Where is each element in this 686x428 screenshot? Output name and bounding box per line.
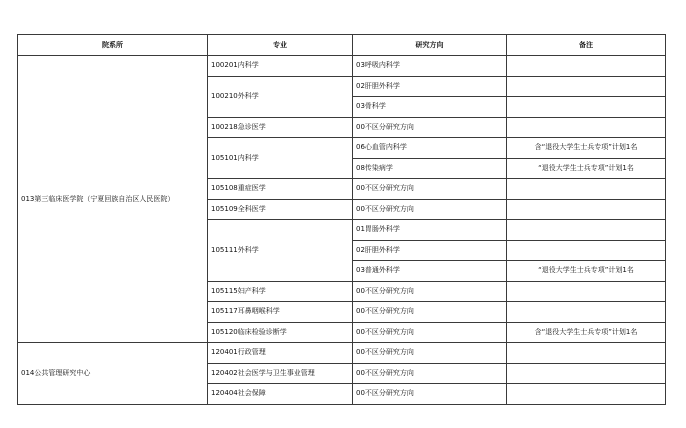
department-cell: 014公共管理研究中心 <box>18 343 208 405</box>
note-cell <box>507 76 666 97</box>
major-cell: 105109全科医学 <box>208 199 353 220</box>
header-note: 备注 <box>507 35 666 56</box>
header-department: 院系所 <box>18 35 208 56</box>
header-direction: 研究方向 <box>353 35 507 56</box>
major-cell: 120401行政管理 <box>208 343 353 364</box>
note-cell <box>507 56 666 77</box>
note-cell <box>507 240 666 261</box>
note-cell <box>507 117 666 138</box>
note-cell <box>507 384 666 405</box>
table-body <box>18 56 666 405</box>
major-cell: 120404社会保障 <box>208 384 353 405</box>
major-cell: 120402社会医学与卫生事业管理 <box>208 363 353 384</box>
direction-cell: 00不区分研究方向 <box>353 384 507 405</box>
direction-cell: 03呼吸内科学 <box>353 56 507 77</box>
major-cell: 105108重症医学 <box>208 179 353 200</box>
program-table <box>17 34 666 405</box>
major-cell: 105111外科学 <box>208 220 353 282</box>
direction-cell: 01胃肠外科学 <box>353 220 507 241</box>
direction-cell: 00不区分研究方向 <box>353 179 507 200</box>
direction-cell: 06心血管内科学 <box>353 138 507 159</box>
direction-cell: 03骨科学 <box>353 97 507 118</box>
major-cell: 105120临床检验诊断学 <box>208 322 353 343</box>
direction-cell: 00不区分研究方向 <box>353 322 507 343</box>
note-cell <box>507 97 666 118</box>
note-cell: “退役大学生士兵专项”计划1名 <box>507 261 666 282</box>
direction-cell: 08传染病学 <box>353 158 507 179</box>
direction-cell: 00不区分研究方向 <box>353 363 507 384</box>
major-cell: 105117耳鼻咽喉科学 <box>208 302 353 323</box>
note-cell <box>507 363 666 384</box>
direction-cell: 02肝胆外科学 <box>353 240 507 261</box>
header-row <box>18 35 666 56</box>
direction-cell: 00不区分研究方向 <box>353 281 507 302</box>
note-cell <box>507 343 666 364</box>
note-cell <box>507 302 666 323</box>
note-cell <box>507 281 666 302</box>
direction-cell: 03普通外科学 <box>353 261 507 282</box>
direction-cell: 00不区分研究方向 <box>353 302 507 323</box>
major-cell: 100210外科学 <box>208 76 353 117</box>
department-cell: 013第三临床医学院（宁夏回族自治区人民医院） <box>18 56 208 343</box>
table-header <box>18 35 666 56</box>
major-cell: 100218急诊医学 <box>208 117 353 138</box>
direction-cell: 02肝胆外科学 <box>353 76 507 97</box>
major-cell: 100201内科学 <box>208 56 353 77</box>
note-cell <box>507 220 666 241</box>
note-cell <box>507 179 666 200</box>
header-major: 专业 <box>208 35 353 56</box>
direction-cell: 00不区分研究方向 <box>353 199 507 220</box>
note-cell <box>507 199 666 220</box>
table-row <box>18 56 666 77</box>
note-cell: 含“退役大学生士兵专项”计划1名 <box>507 138 666 159</box>
major-cell: 105115妇产科学 <box>208 281 353 302</box>
direction-cell: 00不区分研究方向 <box>353 117 507 138</box>
note-cell: “退役大学生士兵专项”计划1名 <box>507 158 666 179</box>
major-cell: 105101内科学 <box>208 138 353 179</box>
table-row <box>18 343 666 364</box>
note-cell: 含“退役大学生士兵专项”计划1名 <box>507 322 666 343</box>
direction-cell: 00不区分研究方向 <box>353 343 507 364</box>
